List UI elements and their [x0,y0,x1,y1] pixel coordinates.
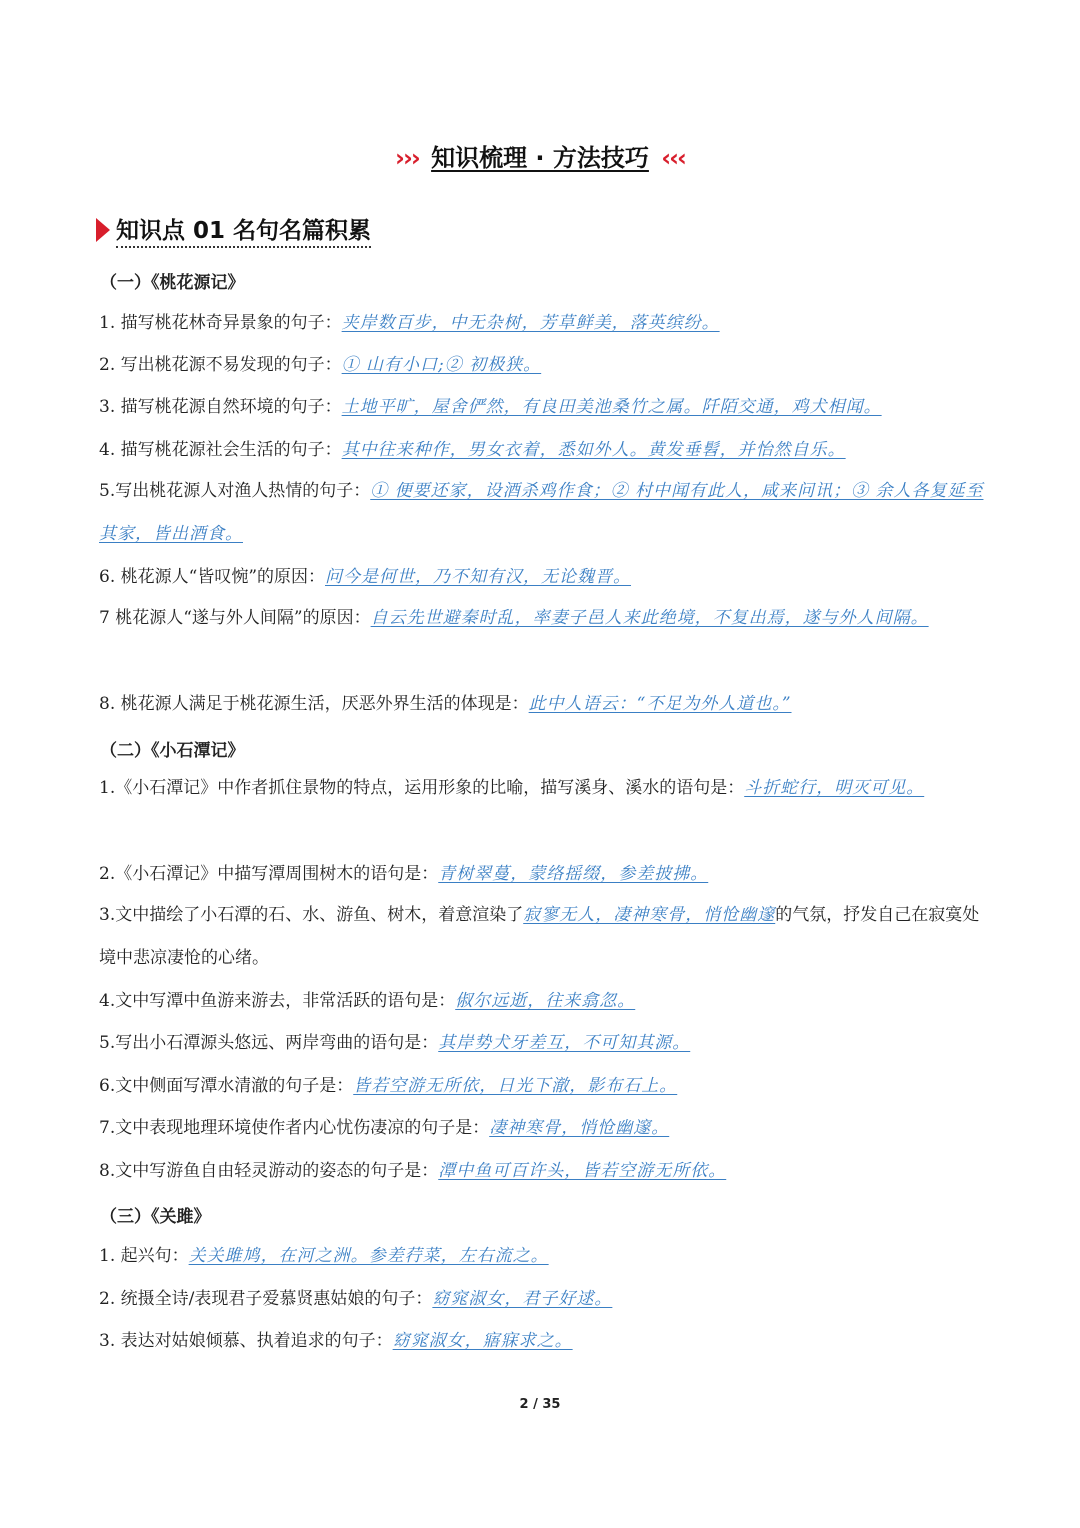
item-answer: 青树翠蔓，蒙络摇缀，参差披拂。 [438,864,709,884]
list-item [99,1117,989,1139]
item-prompt: 1. 起兴句： [99,1246,189,1266]
triangle-marker-icon [96,218,110,242]
item-prompt: 7 桃花源人“遂与外人间隔”的原因： [99,608,371,628]
item-prompt: 3.文中描绘了小石潭的石、水、游鱼、树木，着意渲染了 [99,905,524,925]
list-item [99,1288,989,1310]
knowledge-point-title: 知识点 01 名句名篇积累 [116,212,371,248]
item-prompt: 8.文中写游鱼自由轻灵游动的姿态的句子是： [99,1161,439,1181]
item-answer: 凄神寒骨，悄怆幽邃。 [489,1118,670,1138]
list-item [99,1245,989,1267]
list-item [99,1330,989,1352]
item-answer: 窈窕淑女，君子好逑。 [432,1289,613,1309]
list-item [99,863,989,885]
page-title [0,138,1080,173]
item-answer: 土地平旷，屋舍俨然，有良田美池桑竹之属。阡陌交通，鸡犬相闻。 [341,397,882,417]
section-heading-guanju: （三）《关雎》 [100,1207,211,1227]
item-answer: 窈窕淑女，寤寐求之。 [392,1331,573,1351]
item-prompt: 7.文中表现地理环境使作者内心忧伤凄凉的句子是： [99,1118,490,1138]
knowledge-point-heading [96,212,371,248]
item-prompt: 8. 桃花源人满足于桃花源生活，厌恶外界生活的体现是： [99,694,529,714]
item-prompt: 4. 描写桃花源社会生活的句子： [99,440,342,460]
item-prompt: 1.《小石潭记》中作者抓住景物的特点，运用形象的比喻，描写溪身、溪水的语句是： [99,778,745,798]
item-prompt: 6. 桃花源人“皆叹惋”的原因： [99,567,326,587]
item-suffix: 的气氛，抒发自己在寂寞处境中悲凉凄怆的心绪。 [99,905,980,968]
list-item [99,894,989,980]
page-number: 2 / 35 [519,1397,561,1412]
right-arrows-icon: ‹‹‹ [661,144,685,172]
item-answer: 其岸势犬牙差互，不可知其源。 [438,1033,691,1053]
item-prompt: 2. 写出桃花源不易发现的句子： [99,355,342,375]
item-prompt: 1. 描写桃花林奇异景象的句子： [99,313,342,333]
item-prompt: 4.文中写潭中鱼游来游去，非常活跃的语句是： [99,991,456,1011]
item-prompt: 5.写出桃花源人对渔人热情的句子： [99,481,371,501]
item-prompt: 2. 统摄全诗/表现君子爱慕贤惠姑娘的句子： [99,1289,433,1309]
list-item [99,693,989,715]
list-item [99,312,989,334]
page-title-text: 知识梳理 · 方法技巧 [431,144,649,172]
item-answer: ① 山有小口;② 初极狭。 [341,355,542,375]
item-prompt: 2.《小石潭记》中描写潭周围树木的语句是： [99,864,439,884]
list-item [99,1032,989,1054]
item-answer: 问今是何世，乃不知有汉，无论魏晋。 [325,567,632,587]
section-heading-xiaoshitan: （二）《小石潭记》 [100,741,245,761]
item-answer: 斗折蛇行，明灭可见。 [744,778,925,798]
list-item [99,354,989,376]
item-answer: ① 便要还家，设酒杀鸡作食；② 村中闻有此人，咸来问讯；③ 余人各复延至其家，皆出酒食。 [99,481,984,544]
list-item [99,767,989,810]
item-answer: 关关雎鸠，在河之洲。参差荇菜，左右流之。 [188,1246,549,1266]
item-answer: 皆若空游无所依，日光下澈，影布石上。 [353,1076,678,1096]
item-prompt: 5.写出小石潭源头悠远、两岸弯曲的语句是： [99,1033,439,1053]
item-prompt: 3. 表达对姑娘倾慕、执着追求的句子： [99,1331,393,1351]
list-item [99,990,989,1012]
item-prompt: 3. 描写桃花源自然环境的句子： [99,397,342,417]
section-heading-taohuayuan: （一）《桃花源记》 [100,273,245,293]
item-answer: 潭中鱼可百许头，皆若空游无所依。 [438,1161,727,1181]
list-item [99,1075,989,1097]
left-arrows-icon: ››› [395,144,419,172]
item-answer: 寂寥无人，凄神寒骨，悄怆幽邃 [523,905,776,925]
list-item [99,566,989,588]
list-item [99,470,989,556]
item-prompt: 6.文中侧面写潭水清澈的句子是： [99,1076,354,1096]
item-answer: 自云先世避秦时乱，率妻子邑人来此绝境，不复出焉，遂与外人间隔。 [370,608,929,628]
list-item [99,1160,989,1182]
item-answer: 此中人语云：“不足为外人道也。” [528,694,792,714]
list-item [99,439,989,461]
item-answer: 夹岸数百步，中无杂树，芳草鲜美，落英缤纷。 [341,313,720,333]
list-item [99,396,989,418]
item-answer: 俶尔远逝，往来翕忽。 [455,991,636,1011]
item-answer: 其中往来种作，男女衣着，悉如外人。黄发垂髫，并怡然自乐。 [341,440,846,460]
list-item [99,597,989,640]
